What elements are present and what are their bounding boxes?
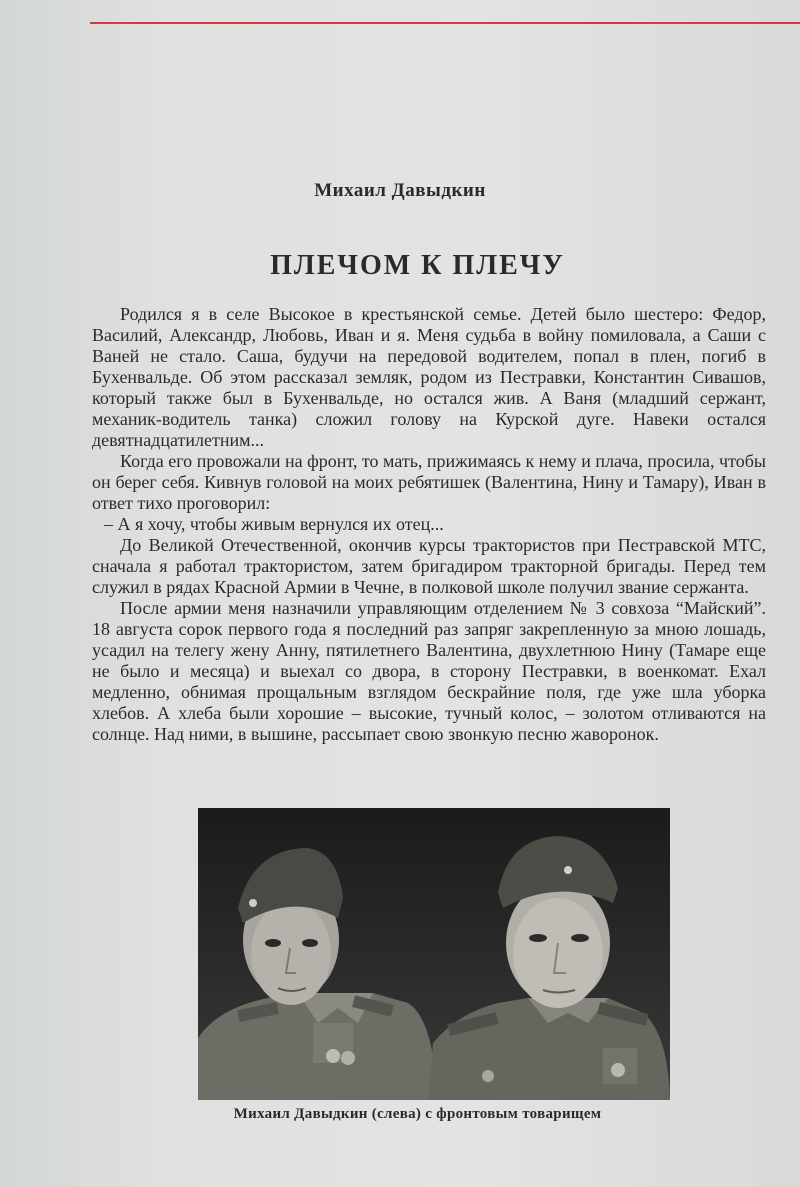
paragraph-2: Когда его провожали на фронт, то мать, прижимаясь к нему и плача, просила, чтобы он берег себя. Кивнув головой на моих ребятишек (Валентина, Нину и Тамару), Иван в ответ тихо проговорил: xyxy=(92,451,766,513)
right-soldier-figure xyxy=(428,836,670,1100)
left-soldier-figure xyxy=(198,848,438,1100)
article-body xyxy=(92,304,766,745)
photo-caption: Михаил Давыдкин (слева) с фронтовым товарищем xyxy=(233,1106,602,1122)
article-title: ПЛЕЧОМ К ПЛЕЧУ xyxy=(270,250,565,281)
paragraph-3-quote: – А я хочу, чтобы живым вернулся их отец... xyxy=(104,514,444,534)
photo-illustration xyxy=(198,808,670,1100)
top-red-rule xyxy=(90,22,800,24)
paragraph-5: После армии меня назначили управляющим отделением № 3 совхоза “Майский”. 18 августа сорок первого года я последний раз запряг закрепленную за мною лошадь, усадил на телегу жену Анну, пятилетнего Валентина, двухлетнюю Нину (Тамаре еще не было и месяца) и выехал со двора, в сторону Пестравки, в военкомат. Ехал медленно, обнимая прощальным взглядом бескрайние поля, где уже шла уборка хлебов. А хлеба были хорошие – высокие, тучный колос, – золотом отливаются на солнце. Над ними, в вышине, рассыпает свою звонкую песню жаворонок. xyxy=(92,598,766,744)
portrait-photo xyxy=(198,808,670,1100)
paragraph-1: Родился я в селе Высокое в крестьянской семье. Детей было шестеро: Федор, Василий, Александр, Любовь, Иван и я. Меня судьба в войну помиловала, а Саши с Ваней не стало. Саша, будучи на передовой водителем, попал в плен, погиб в Бухенвальде. Об этом рассказал земляк, родом из Пестравки, Константин Сивашов, который также был в Бухенвальде, но остался жив. А Ваня (младший сержант, механик-водитель танка) сложил голову на Курской дуге. Навеки остался девятнадцатилетним... xyxy=(92,304,766,450)
paragraph-4: До Великой Отечественной, окончив курсы трактористов при Пестравской МТС, сначала я работал трактористом, затем бригадиром тракторной бригады. Перед тем служил в рядах Красной Армии в Чечне, в полковой школе получил звание сержанта. xyxy=(92,535,766,597)
author-name: Михаил Давыдкин xyxy=(314,180,486,201)
